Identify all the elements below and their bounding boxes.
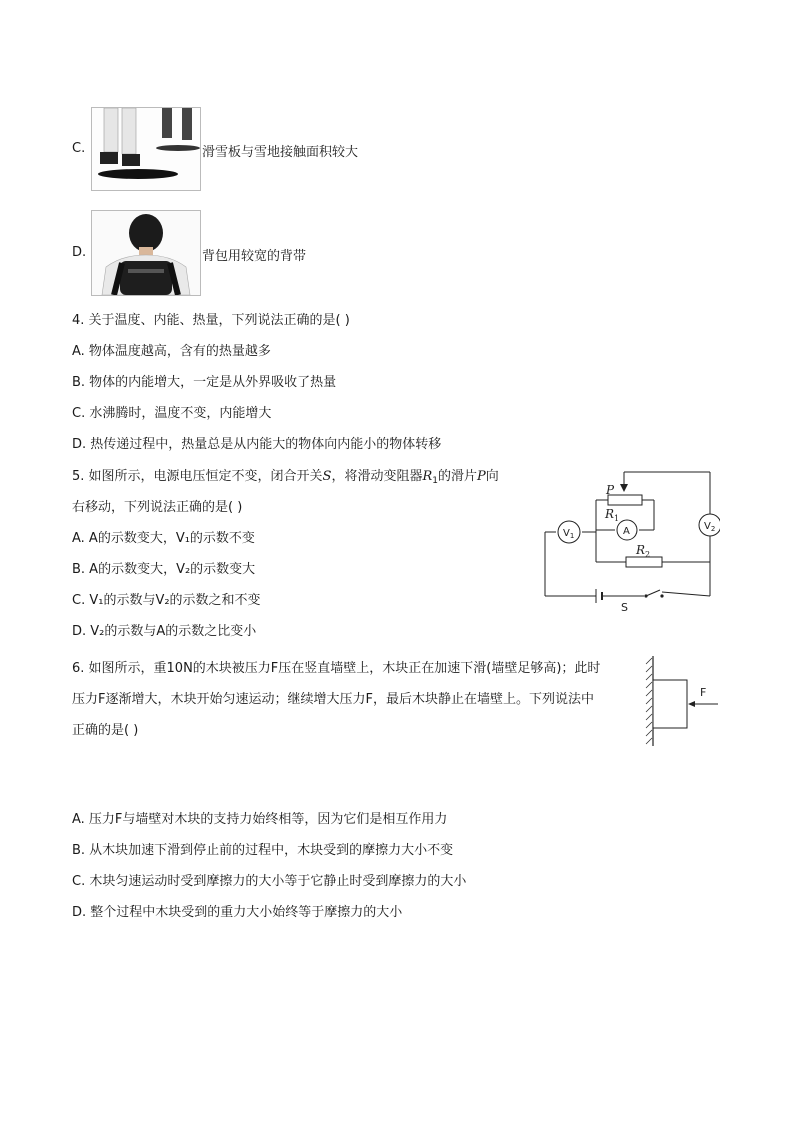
wall-block-diagram [644,656,724,748]
q5-option-d: D. V₂的示数与A的示数之比变小 [72,624,257,639]
q6-stem-line3: 正确的是( ) [72,723,139,738]
label-v2: $V_2$ [704,521,716,533]
q6-option-a: A. 压力F与墙壁对木块的支持力始终相等，因为它们是相互作用力 [72,812,448,827]
backpack-photo [91,210,201,296]
q6-option-c: C. 木块匀速运动时受到摩擦力的大小等于它静止时受到摩擦力的大小 [72,874,467,889]
q3-option-d-text: 背包用较宽的背带 [202,249,307,264]
snowboard-photo [91,107,201,191]
q4-option-a: A. 物体温度越高，含有的热量越多 [72,344,271,359]
q5-stem-line2: 右移动，下列说法正确的是( ) [72,500,243,515]
q4-option-d: D. 热传递过程中，热量总是从内能大的物体向内能小的物体转移 [72,437,442,452]
label-switch: S [621,601,628,614]
q5-option-a: A. A的示数变大，V₁的示数不变 [72,531,255,546]
r2-resistor [626,557,662,567]
label-ammeter: A [623,526,630,537]
q4-option-b: B. 物体的内能增大，一定是从外界吸收了热量 [72,375,337,390]
q6-option-b: B. 从木块加速下滑到停止前的过程中，木块受到的摩擦力大小不变 [72,843,454,858]
label-v1: $V_1$ [563,528,575,540]
q6-stem-line1: 6. 如图所示，重10N的木块被压力F压在竖直墙壁上，木块正在加速下滑(墙壁足够高)；此时 [72,661,601,676]
circuit-diagram [540,464,720,616]
q5-stem-line1: 5. 如图所示，电源电压恒定不变，闭合开关S，将滑动变阻器$R_1$的滑片P向 [72,469,499,486]
q4-option-c: C. 水沸腾时，温度不变，内能增大 [72,406,272,421]
q5-option-c: C. V₁的示数与V₂的示数之和不变 [72,593,261,608]
force-label: F [700,686,707,699]
q4-stem: 4. 关于温度、内能、热量，下列说法正确的是( ) [72,313,350,328]
q6-option-d: D. 整个过程中木块受到的重力大小始终等于摩擦力的大小 [72,905,403,920]
switch-lever [646,590,660,596]
q3-option-c-text: 滑雪板与雪地接触面积较大 [202,145,359,160]
label-r2: $R_2$ [636,543,651,559]
label-p: P [606,483,615,497]
q6-stem-line2: 压力F逐渐增大，木块开始匀速运动；继续增大压力F，最后木块静止在墙壁上。下列说法中 [72,692,594,707]
slider-arrow [620,484,628,492]
label-r1: $R_1$ [605,507,620,523]
q3-option-c-letter: C. [72,141,86,156]
q5-option-b: B. A的示数变大，V₂的示数变大 [72,562,256,577]
wood-block [653,680,687,728]
q3-option-d-letter: D. [72,245,87,260]
